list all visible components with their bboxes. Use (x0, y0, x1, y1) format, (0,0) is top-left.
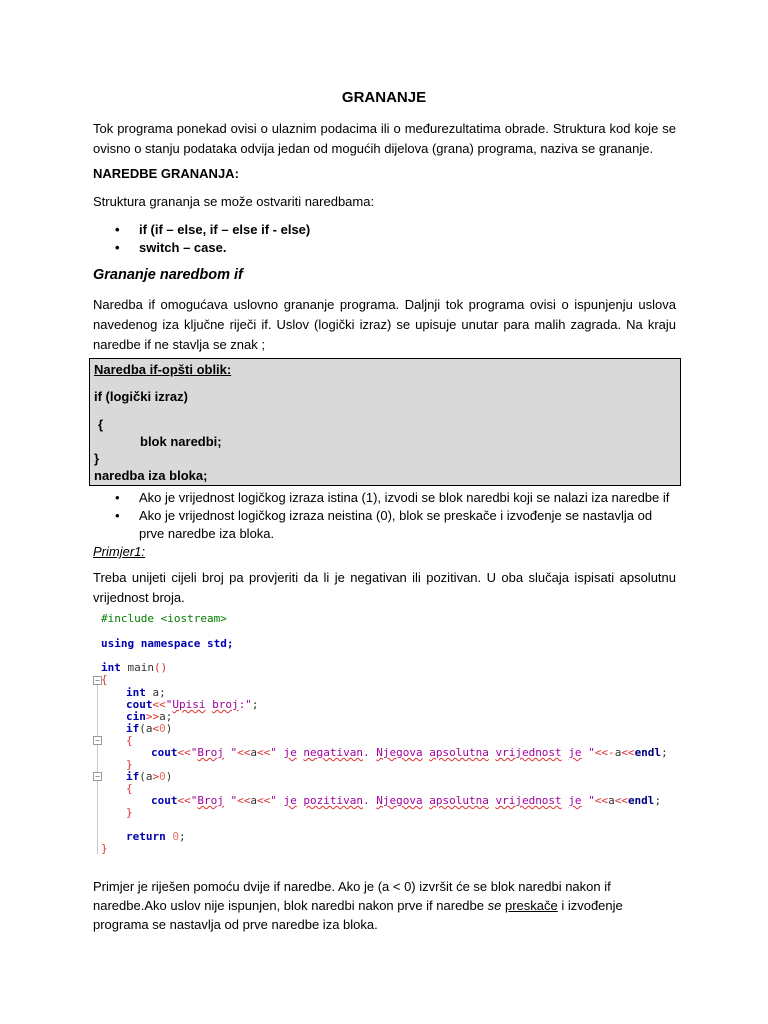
code-line-if-positive: if(a>0) (126, 770, 173, 783)
box-line-naredba: naredba iza bloka; (94, 468, 208, 483)
bullet-list-if-rules (93, 489, 676, 543)
code-line-cout-negative: cout<<"Broj "<<a<<" je negativan. Njegova apsolutna vrijednost je "<<-a<<endl; (151, 746, 668, 759)
bullet-dot: • (115, 508, 120, 523)
box-line-if: if (logički izraz) (94, 389, 188, 404)
heading-naredbe-grananja: NAREDBE GRANANJA: (93, 166, 239, 181)
code-screenshot (93, 608, 683, 863)
if-paragraph: Naredba if omogućava uslovno grananje programa. Daljnji tok programa ovisi o ispunjenju uslova navedenog iza ključne riječi if. Uslov (logički izraz) se upisuje unutar para malih zagrada. Na kraju naredbe if ne stavlja se znak ; (93, 297, 676, 352)
code-line-main: int main() (101, 661, 168, 674)
primjer-paragraph: Treba unijeti cijeli broj pa provjeriti da li je negativan ili pozitivan. U oba slučaja ispisati apsolutnu vrijednost broja. (93, 570, 676, 605)
list-item: • switch – case. (115, 240, 227, 255)
code-line-brace-close: } (126, 806, 133, 819)
code-line-using: using namespace std; (101, 637, 234, 650)
primjer-label: Primjer1: (93, 544, 146, 559)
code-line-decl: int a; (126, 686, 166, 699)
box-line-blok: blok naredbi; (140, 434, 222, 449)
code-line-brace-open: { (126, 734, 133, 747)
bullet-dot: • (115, 490, 120, 505)
box-line-close-brace: } (94, 451, 100, 466)
code-line-cout-positive: cout<<"Broj "<<a<<" je pozitivan. Njegova apsolutna vrijednost je "<<a<<endl; (151, 794, 662, 807)
fold-toggle-icon[interactable]: − (93, 772, 102, 781)
code-line-return: return 0; (126, 830, 186, 843)
box-line-open-brace: { (98, 417, 104, 432)
final-paragraph: Primjer je riješen pomoću dvije if naredbe. Ako je (a < 0) izvršit će se blok naredbi nakon if naredbe.Ako uslov nije ispunjen, blok naredbi nakon prve if naredbe se preskače i izvođenje programa se nastavlja od prve naredbe iza bloka. (93, 879, 623, 932)
code-line-close-brace: } (101, 842, 108, 855)
heading-grananje-if: Grananje naredbom if (93, 267, 243, 283)
code-line-cout-prompt: cout<<"Upisi broj:"; (126, 698, 259, 711)
list-item: • if (if – else, if – else if - else) (115, 222, 311, 237)
bullet-list-naredbe (93, 221, 676, 257)
box-heading: Naredba if-opšti oblik: (94, 362, 232, 377)
struktura-paragraph: Struktura grananja se može ostvariti naredbama: (93, 194, 375, 209)
fold-line (97, 744, 98, 774)
fold-toggle-icon[interactable]: − (93, 676, 102, 685)
code-line-include: #include <iostream> (101, 612, 227, 625)
list-item: • Ako je vrijednost logičkog izraza neistina (0), blok se preskače i izvođenje se nastavlja od prve naredbe iza bloka. (115, 508, 653, 541)
code-line-open-brace: { (101, 673, 108, 686)
bullet-dot: • (115, 222, 120, 237)
code-line-brace-close: } (126, 758, 133, 771)
fold-toggle-icon[interactable]: − (93, 736, 102, 745)
bullet-dot: • (115, 240, 120, 255)
code-line-cin: cin>>a; (126, 710, 173, 723)
fold-line (97, 788, 98, 818)
intro-paragraph: Tok programa ponekad ovisi o ulaznim podacima ili o međurezultatima obrade. Struktura kod koje se ovisno o stanju podataka odvija jedan od mogućih dijelova (grana) programa, naziva se grananje. (93, 121, 676, 156)
code-line-brace-open: { (126, 782, 133, 795)
list-item: • Ako je vrijednost logičkog izraza istina (1), izvodi se blok naredbi koji se nalazi iza naredbe if (115, 490, 670, 505)
syntax-box (89, 358, 681, 486)
code-line-if-negative: if(a<0) (126, 722, 173, 735)
page-title: GRANANJE (341, 89, 427, 106)
